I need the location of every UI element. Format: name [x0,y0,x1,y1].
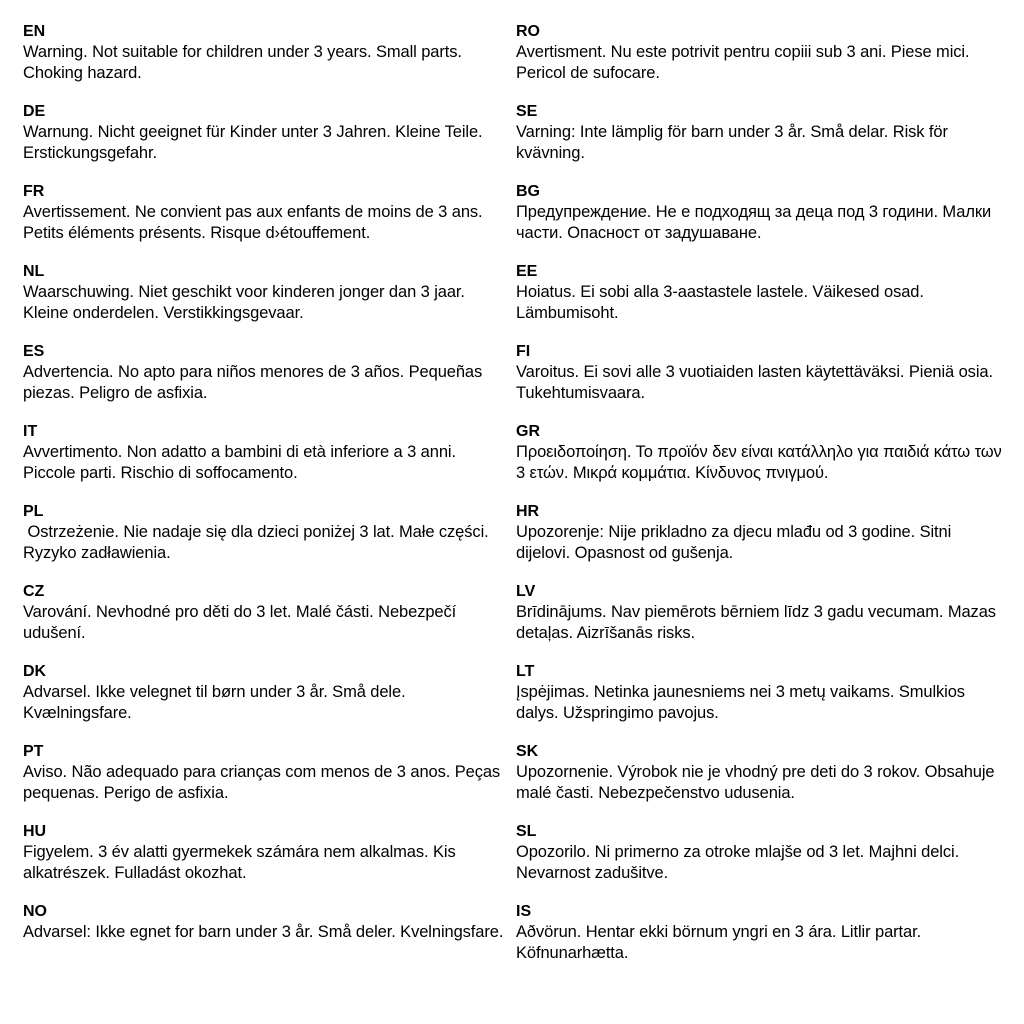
warning-entry-de [23,102,509,163]
warning-text: Opozorilo. Ni primerno za otroke mlajše od 3 let. Majhni delci. Nevarnost zadušitve. [516,843,960,882]
warning-entry-lv [516,582,1006,643]
language-code: HR [516,503,540,520]
warning-text: Varování. Nevhodné pro děti do 3 let. Malé části. Nebezpečí udušení. [23,603,457,642]
language-code: IS [516,903,532,920]
warning-text: Ostrzeżenie. Nie nadaje się dla dzieci poniżej 3 lat. Małe części. Ryzyko zadławienia. [23,523,494,562]
language-code: IT [23,423,38,440]
language-code: NO [23,903,47,920]
language-code: FI [516,343,531,360]
warning-entry-ro [516,22,1006,83]
warnings-column-left [23,22,509,943]
language-code: EN [23,23,46,40]
language-code: SL [516,823,537,840]
warning-text: Warnung. Nicht geeignet für Kinder unter 3 Jahren. Kleine Teile. Erstickungsgefahr. [23,123,483,162]
warning-entry-es [23,342,509,403]
warning-text: Upozornenie. Výrobok nie je vhodný pre deti do 3 rokov. Obsahuje malé časti. Nebezpečenstvo udusenia. [516,763,995,802]
warning-entry-bg [516,182,1006,243]
language-code: LV [516,583,536,600]
language-code: LT [516,663,535,680]
warning-entry-dk [23,662,509,723]
warning-entry-it [23,422,509,483]
warning-text: Upozorenje: Nije prikladno za djecu mlađu od 3 godine. Sitni dijelovi. Opasnost od gušenja. [516,523,952,562]
warning-text: Προειδοποίηση. Το προϊόν δεν είναι κατάλληλο για παιδιά κάτω των 3 ετών. Μικρά κομμάτια. Κίνδυνος πνιγμού. [516,443,1002,482]
warning-entry-ee [516,262,1006,323]
warning-text: Avertissement. Ne convient pas aux enfants de moins de 3 ans. Petits éléments présents. Risque d›étouffement. [23,203,483,242]
warning-entry-en [23,22,509,83]
language-code: HU [23,823,47,840]
warning-text: Įspėjimas. Netinka jaunesniems nei 3 metų vaikams. Smulkios dalys. Užspringimo pavojus. [516,683,965,722]
warning-text: Advarsel. Ikke velegnet til børn under 3 år. Små dele. Kvælningsfare. [23,683,406,722]
warning-text: Figyelem. 3 év alatti gyermekek számára nem alkalmas. Kis alkatrészek. Fulladást okozhat. [23,843,456,882]
language-code: NL [23,263,45,280]
warning-entry-sl [516,822,1006,883]
language-code: PT [23,743,44,760]
warning-entry-fr [23,182,509,243]
warning-text: Aðvörun. Hentar ekki börnum yngri en 3 ára. Litlir partar. Köfnunarhætta. [516,923,922,962]
warning-entry-gr [516,422,1006,483]
language-code: ES [23,343,45,360]
warning-text: Warning. Not suitable for children under 3 years. Small parts. Choking hazard. [23,43,462,82]
warnings-column-right [516,22,1006,963]
language-code: BG [516,183,540,200]
language-code: GR [516,423,540,440]
warning-entry-sk [516,742,1006,803]
language-code: FR [23,183,45,200]
warning-text: Advarsel: Ikke egnet for barn under 3 år. Små deler. Kvelningsfare. [23,923,504,941]
warning-entry-lt [516,662,1006,723]
warning-entry-is [516,902,1006,963]
warning-entry-pt [23,742,509,803]
warning-entry-cz [23,582,509,643]
warning-entry-hr [516,502,1006,563]
warning-text: Advertencia. No apto para niños menores de 3 años. Pequeñas piezas. Peligro de asfixia. [23,363,483,402]
warning-text: Brīdinājums. Nav piemērots bērniem līdz 3 gadu vecumam. Mazas detaļas. Aizrīšanās risks. [516,603,996,642]
language-code: EE [516,263,538,280]
warning-text: Avertisment. Nu este potrivit pentru copiii sub 3 ani. Piese mici. Pericol de sufocare. [516,43,970,82]
language-code: DK [23,663,47,680]
language-code: PL [23,503,44,520]
warning-text: Avvertimento. Non adatto a bambini di età inferiore a 3 anni. Piccole parti. Rischio di soffocamento. [23,443,456,482]
language-code: SK [516,743,539,760]
warning-text: Предупреждение. Не е подходящ за деца под 3 години. Малки части. Опасност от задушаване. [516,203,992,242]
language-code: SE [516,103,538,120]
language-code: RO [516,23,540,40]
warning-entry-nl [23,262,509,323]
warning-entry-no [23,902,509,943]
warning-entry-fi [516,342,1006,403]
warning-text: Aviso. Não adequado para crianças com menos de 3 anos. Peças pequenas. Perigo de asfixia. [23,763,501,802]
warning-entry-se [516,102,1006,163]
warning-text: Varoitus. Ei sovi alle 3 vuotiaiden lasten käytettäväksi. Pieniä osia. Tukehtumisvaara. [516,363,993,402]
warning-text: Hoiatus. Ei sobi alla 3-aastastele lastele. Väikesed osad. Lämbumisoht. [516,283,924,322]
language-code: CZ [23,583,45,600]
warning-text: Waarschuwing. Niet geschikt voor kinderen jonger dan 3 jaar. Kleine onderdelen. Verstikkingsgevaar. [23,283,465,322]
warning-text: Varning: Inte lämplig för barn under 3 år. Små delar. Risk för kvävning. [516,123,948,162]
language-code: DE [23,103,46,120]
warning-entry-pl [23,502,509,563]
warning-entry-hu [23,822,509,883]
